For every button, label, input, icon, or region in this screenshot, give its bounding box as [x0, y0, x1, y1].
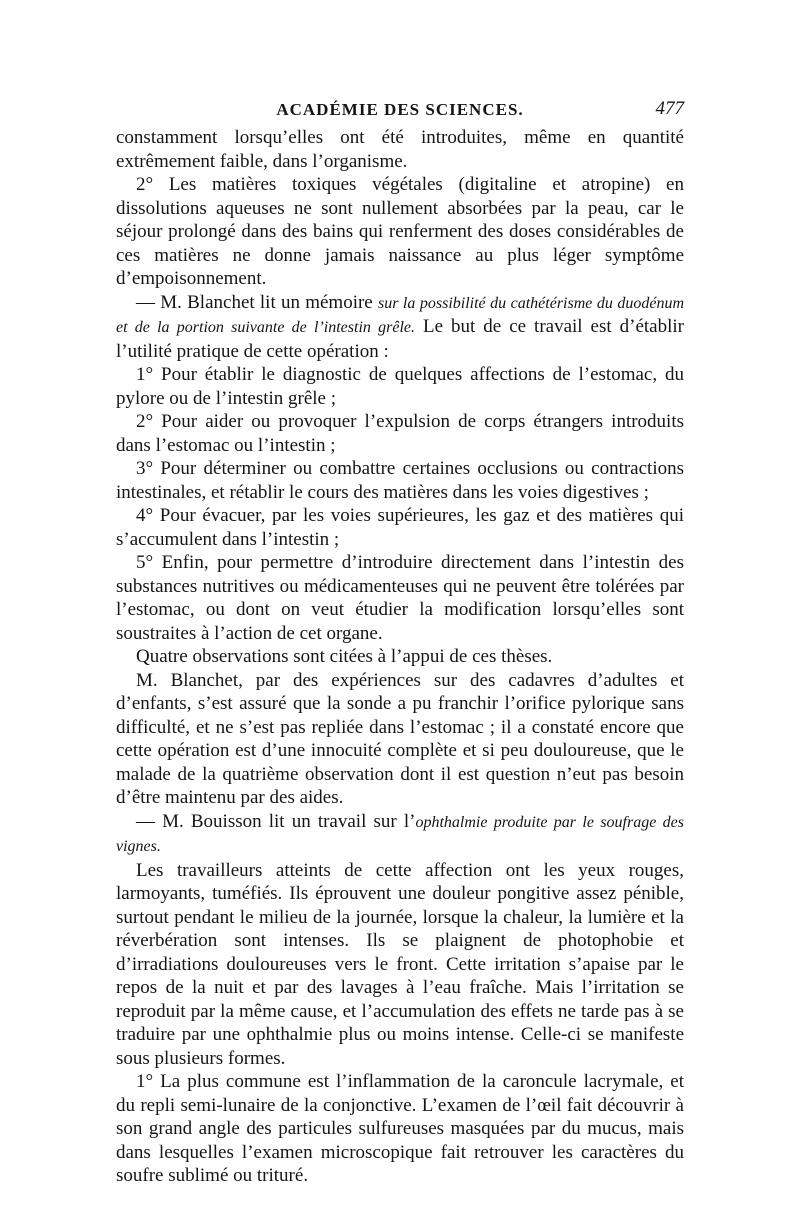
- paragraph-item-2-toxic-matters: 2° Les matières toxiques végétales (digitaline et atropine) en dissolutions aqueuses ne sont nullement absorbées par la peau, car le séjour prolongé dans des bains qui renferment des doses considérables de ces matières ne donne jamais naissance au plus léger symptôme d’empoisonnement.: [116, 174, 684, 289]
- paragraph-blanchet-experiments: M. Blanchet, par des expériences sur des cadavres d’adultes et d’enfants, s’est assuré que la sonde a pu franchir l’orifice pylorique sans difficulté, et ne s’est pas repliée dans l’estomac ; il a constaté encore que cette opération est d’une innocuité complète et si peu douloureuse, que le malade de la quatrième observation dont il est question n’eut pas besoin d’être maintenu par des aides.: [116, 669, 684, 808]
- blanchet-lead-text: — M. Blanchet lit un mémoire: [136, 291, 378, 313]
- paragraph-bouisson-work: [116, 810, 684, 859]
- paragraph-blanchet-memoir: [116, 291, 684, 364]
- paragraph-caruncle-inflammation: 1° La plus commune est l’inflammation de la caroncule lacrymale, et du repli semi-lunaire de la conjonctive. L’examen de l’œil fait découvrir à son grand angle des particules sulfureuses masquées par du mucus, mais dans lesquelles l’examen microscopique fait retrouver les caractères du soufre sublimé ou trituré.: [116, 1071, 684, 1186]
- body-text: [116, 126, 684, 1188]
- paragraph-purpose-4: 4° Pour évacuer, par les voies supérieures, les gaz et des matières qui s’accumulent dans l’intestin ;: [116, 505, 684, 550]
- book-page: [116, 96, 684, 1188]
- page-header: [116, 96, 684, 126]
- blanchet-rest-text: Le but de ce travail est d’établir l’utilité pratique de cette opération :: [116, 316, 684, 362]
- bouisson-work-title: ophthalmie produite par le soufrage des vignes.: [116, 813, 685, 855]
- paragraph-purpose-5: 5° Enfin, pour permettre d’introduire directement dans l’intestin des substances nutritives ou médicamenteuses qui ne peuvent être tolérées par l’estomac, ou dont on veut étudier la modification lorsqu’elles sont soustraites à l’action de cet organe.: [116, 552, 684, 644]
- blanchet-memoir-title: sur la possibilité du cathétérisme du duodénum et de la portion suivante de l’intestin grêle.: [116, 294, 684, 336]
- paragraph-purpose-2: 2° Pour aider ou provoquer l’expulsion de corps étrangers introduits dans l’estomac ou l’intestin ;: [116, 411, 684, 456]
- paragraph-observations: Quatre observations sont citées à l’appui de ces thèses.: [136, 646, 553, 667]
- page-number: 477: [655, 98, 684, 119]
- paragraph-workers-symptoms: Les travailleurs atteints de cette affection ont les yeux rouges, larmoyants, tuméfiés. Ils éprouvent une douleur pongitive assez pénible, surtout pendant le milieu de la journée, lorsque la chaleur, la lumière et la réverbération sont intenses. Ils se plaignent de photophobie et d’irradiations douloureuses vers le front. Cette irritation s’apaise par le repos de la nuit et par des lavages à l’eau fraîche. Mais l’irritation se reproduit par la même cause, et l’accumulation des effets ne tarde pas à se traduire par une ophthalmie plus ou moins intense. Celle-ci se manifeste sous plusieurs formes.: [116, 859, 684, 1069]
- paragraph-continuation: constamment lorsqu’elles ont été introduites, même en quantité extrêmement faible, dans l’organisme.: [116, 127, 684, 172]
- paragraph-purpose-1: 1° Pour établir le diagnostic de quelques affections de l’estomac, du pylore ou de l’intestin grêle ;: [116, 364, 684, 409]
- bouisson-lead-text: — M. Bouisson lit un travail sur l’: [136, 810, 416, 832]
- running-head: ACADÉMIE DES SCIENCES.: [276, 100, 524, 119]
- paragraph-purpose-3: 3° Pour déterminer ou combattre certaines occlusions ou contractions intestinales, et rétablir le cours des matières dans les voies digestives ;: [116, 458, 684, 503]
